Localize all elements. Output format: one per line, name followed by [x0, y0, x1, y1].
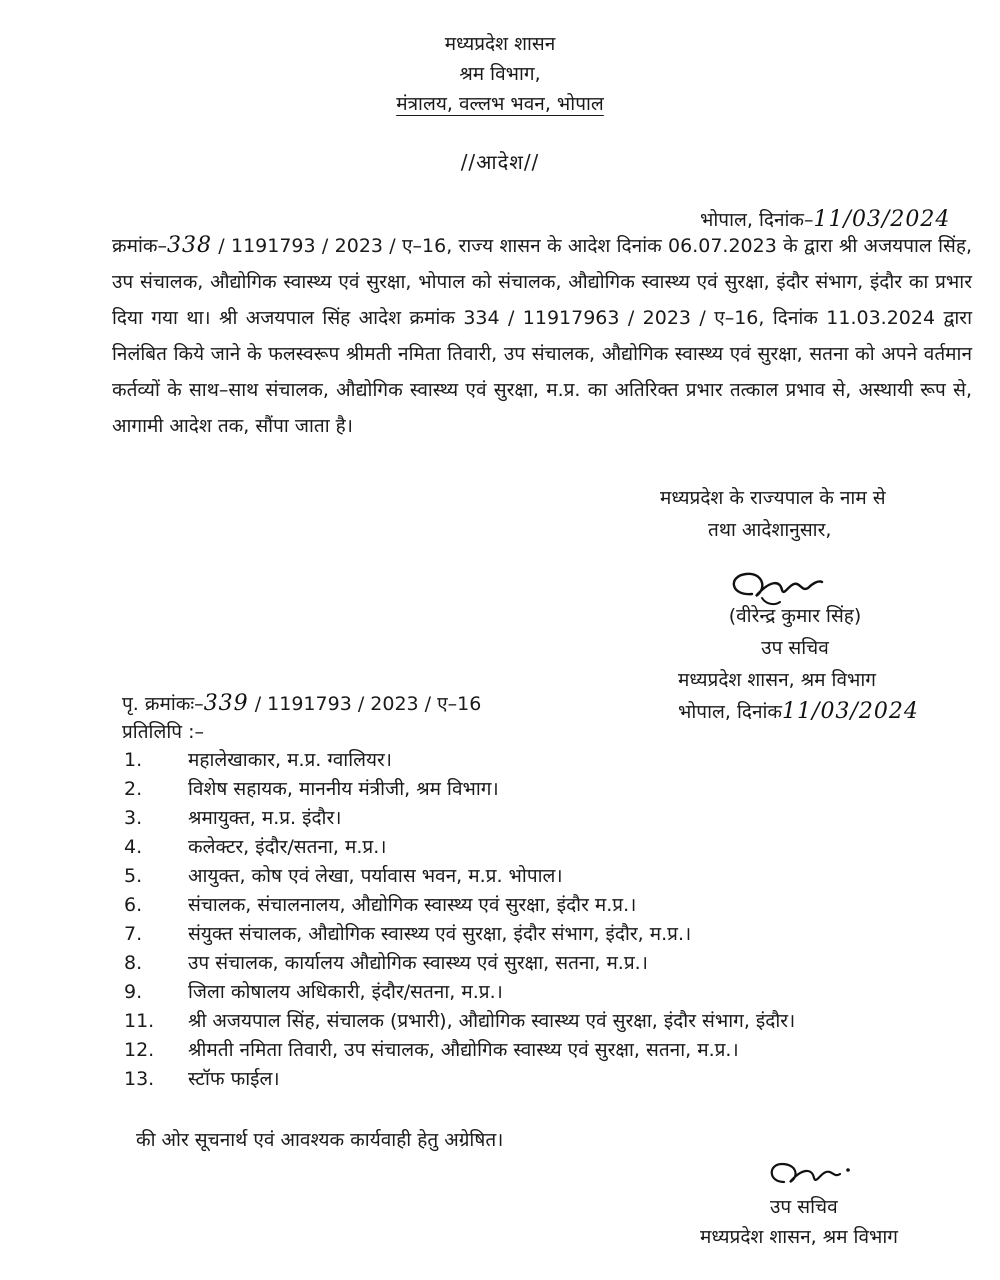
list-item: [124, 1007, 974, 1036]
list-item-number: 3.: [124, 807, 143, 829]
list-item-number: 7.: [124, 923, 143, 945]
signatory-name: (वीरेन्द्र कुमार सिंह): [728, 605, 862, 627]
list-item: [124, 920, 974, 949]
order-body-text: / 1191793 / 2023 / ए–16, राज्य शासन के आदेश दिनांक 06.07.2023 के द्वारा श्री अजयपाल सिंह, उप संचालक, औद्योगिक स्वास्थ्य एवं सुरक्षा, भोपाल को संचालक, औद्योगिक स्वास्थ्य एवं सुरक्षा, इंदौर संभाग, इंदौर का प्रभार दिया गया था। श्री अजयपाल सिंह आदेश क्रमांक 334 / 11917963 / 2023 / ए–16, दिनांक 11.03.2024 द्वारा निलंबित किये जाने के फलस्वरूप श्रीमती नमिता तिवारी, उप संचालक, औद्योगिक स्वास्थ्य एवं सुरक्षा, सतना को अपने वर्तमान कर्तव्यों के साथ–साथ संचालक, औद्योगिक स्वास्थ्य एवं सुरक्षा, म.प्र. का अतिरिक्त प्रभार तत्काल प्रभाव से, अस्थायी रूप से, आगामी आदेश तक, सौंपा जाता है।: [112, 235, 972, 437]
header-government: मध्यप्रदेश शासन: [444, 33, 556, 55]
list-item-text: कलेक्टर, इंदौर/सतना, म.प्र.।: [188, 836, 387, 858]
header-address: [0, 90, 1000, 116]
signatory-handwritten-date: 11/03/2024: [782, 699, 919, 724]
list-item: [124, 775, 974, 804]
order-number-prefix: क्रमांक–: [112, 235, 167, 257]
signatory2-department: मध्यप्रदेश शासन, श्रम विभाग: [700, 1226, 899, 1248]
signatory-department: मध्यप्रदेश शासन, श्रम विभाग: [678, 669, 877, 691]
list-item-text: स्टॉफ फाईल।: [188, 1068, 280, 1090]
copy-label: प्रतिलिपि :–: [122, 721, 205, 743]
signatory-block-2: [700, 1192, 898, 1252]
list-item-text: जिला कोषालय अधिकारी, इंदौर/सतना, म.प्र.।: [188, 981, 503, 1003]
endorsement-prefix: पृ. क्रमांकः–: [122, 693, 204, 715]
list-item-number: 9.: [124, 981, 143, 1003]
list-item: [124, 1065, 974, 1094]
copy-list: [124, 746, 974, 1094]
list-item-number: 12.: [124, 1039, 155, 1061]
list-item-text: महालेखाकार, म.प्र. ग्वालियर।: [188, 749, 392, 771]
list-item: [124, 1036, 974, 1065]
closing-line-2: तथा आदेशानुसार,: [708, 519, 832, 541]
signatory-designation: उप सचिव: [761, 637, 829, 659]
list-item-text: श्रमायुक्त, म.प्र. इंदौर।: [188, 807, 342, 829]
order-body: [112, 228, 972, 444]
list-item-number: 1.: [124, 749, 143, 771]
signature-mark-2: [764, 1156, 854, 1196]
list-item-text: विशेष सहायक, माननीय मंत्रीजी, श्रम विभाग।: [188, 778, 499, 800]
handwritten-date: 11/03/2024: [813, 207, 951, 232]
list-item-text: उप संचालक, कार्यालय औद्योगिक स्वास्थ्य एवं सुरक्षा, सतना, म.प्र.।: [188, 952, 648, 974]
list-item: [124, 949, 974, 978]
list-item: [124, 891, 974, 920]
header-address-text: मंत्रालय, वल्लभ भवन, भोपाल: [396, 93, 604, 115]
header-department: श्रम विभाग,: [459, 63, 541, 85]
list-item: [124, 978, 974, 1007]
list-item-text: संचालक, संचालनालय, औद्योगिक स्वास्थ्य एवं सुरक्षा, इंदौर म.प्र.।: [188, 894, 637, 916]
document-title: //आदेश//: [460, 150, 540, 174]
list-item-number: 5.: [124, 865, 143, 887]
list-item-text: आयुक्त, कोष एवं लेखा, पर्यावास भवन, म.प्र. भोपाल।: [188, 865, 563, 887]
forwarding-note: की ओर सूचनार्थ एवं आवश्यक कार्यवाही हेतु अग्रेषित।: [136, 1129, 504, 1151]
list-item-number: 6.: [124, 894, 143, 916]
list-item-number: 11.: [124, 1010, 155, 1032]
signatory-dateline: [678, 696, 919, 728]
endorsement-number: [122, 690, 481, 716]
list-item: [124, 804, 974, 833]
dateline-label: भोपाल, दिनांक–: [700, 209, 814, 231]
list-item-number: 2.: [124, 778, 143, 800]
list-item-text: श्रीमती नमिता तिवारी, उप संचालक, औद्योगिक स्वास्थ्य एवं सुरक्षा, सतना, म.प्र.।: [188, 1039, 739, 1061]
closing-line-1: मध्यप्रदेश के राज्यपाल के नाम से: [660, 487, 886, 509]
signatory2-designation: उप सचिव: [770, 1196, 838, 1218]
handwritten-endorsement-number: 339: [203, 691, 249, 716]
list-item-text: संयुक्त संचालक, औद्योगिक स्वास्थ्य एवं सुरक्षा, इंदौर संभाग, इंदौर, म.प्र.।: [188, 923, 692, 945]
signatory-date-label: भोपाल, दिनांक: [678, 701, 783, 723]
endorsement-suffix: / 1191793 / 2023 / ए–16: [248, 693, 482, 715]
list-item-number: 4.: [124, 836, 143, 858]
list-item-text: श्री अजयपाल सिंह, संचालक (प्रभारी), औद्योगिक स्वास्थ्य एवं सुरक्षा, इंदौर संभाग, इंदौर।: [188, 1010, 796, 1032]
list-item: [124, 746, 974, 775]
list-item: [124, 862, 974, 891]
list-item: [124, 833, 974, 862]
list-item-number: 13.: [124, 1068, 155, 1090]
signatory-block: [678, 600, 919, 728]
list-item-number: 8.: [124, 952, 143, 974]
handwritten-order-number: 338: [166, 233, 212, 258]
